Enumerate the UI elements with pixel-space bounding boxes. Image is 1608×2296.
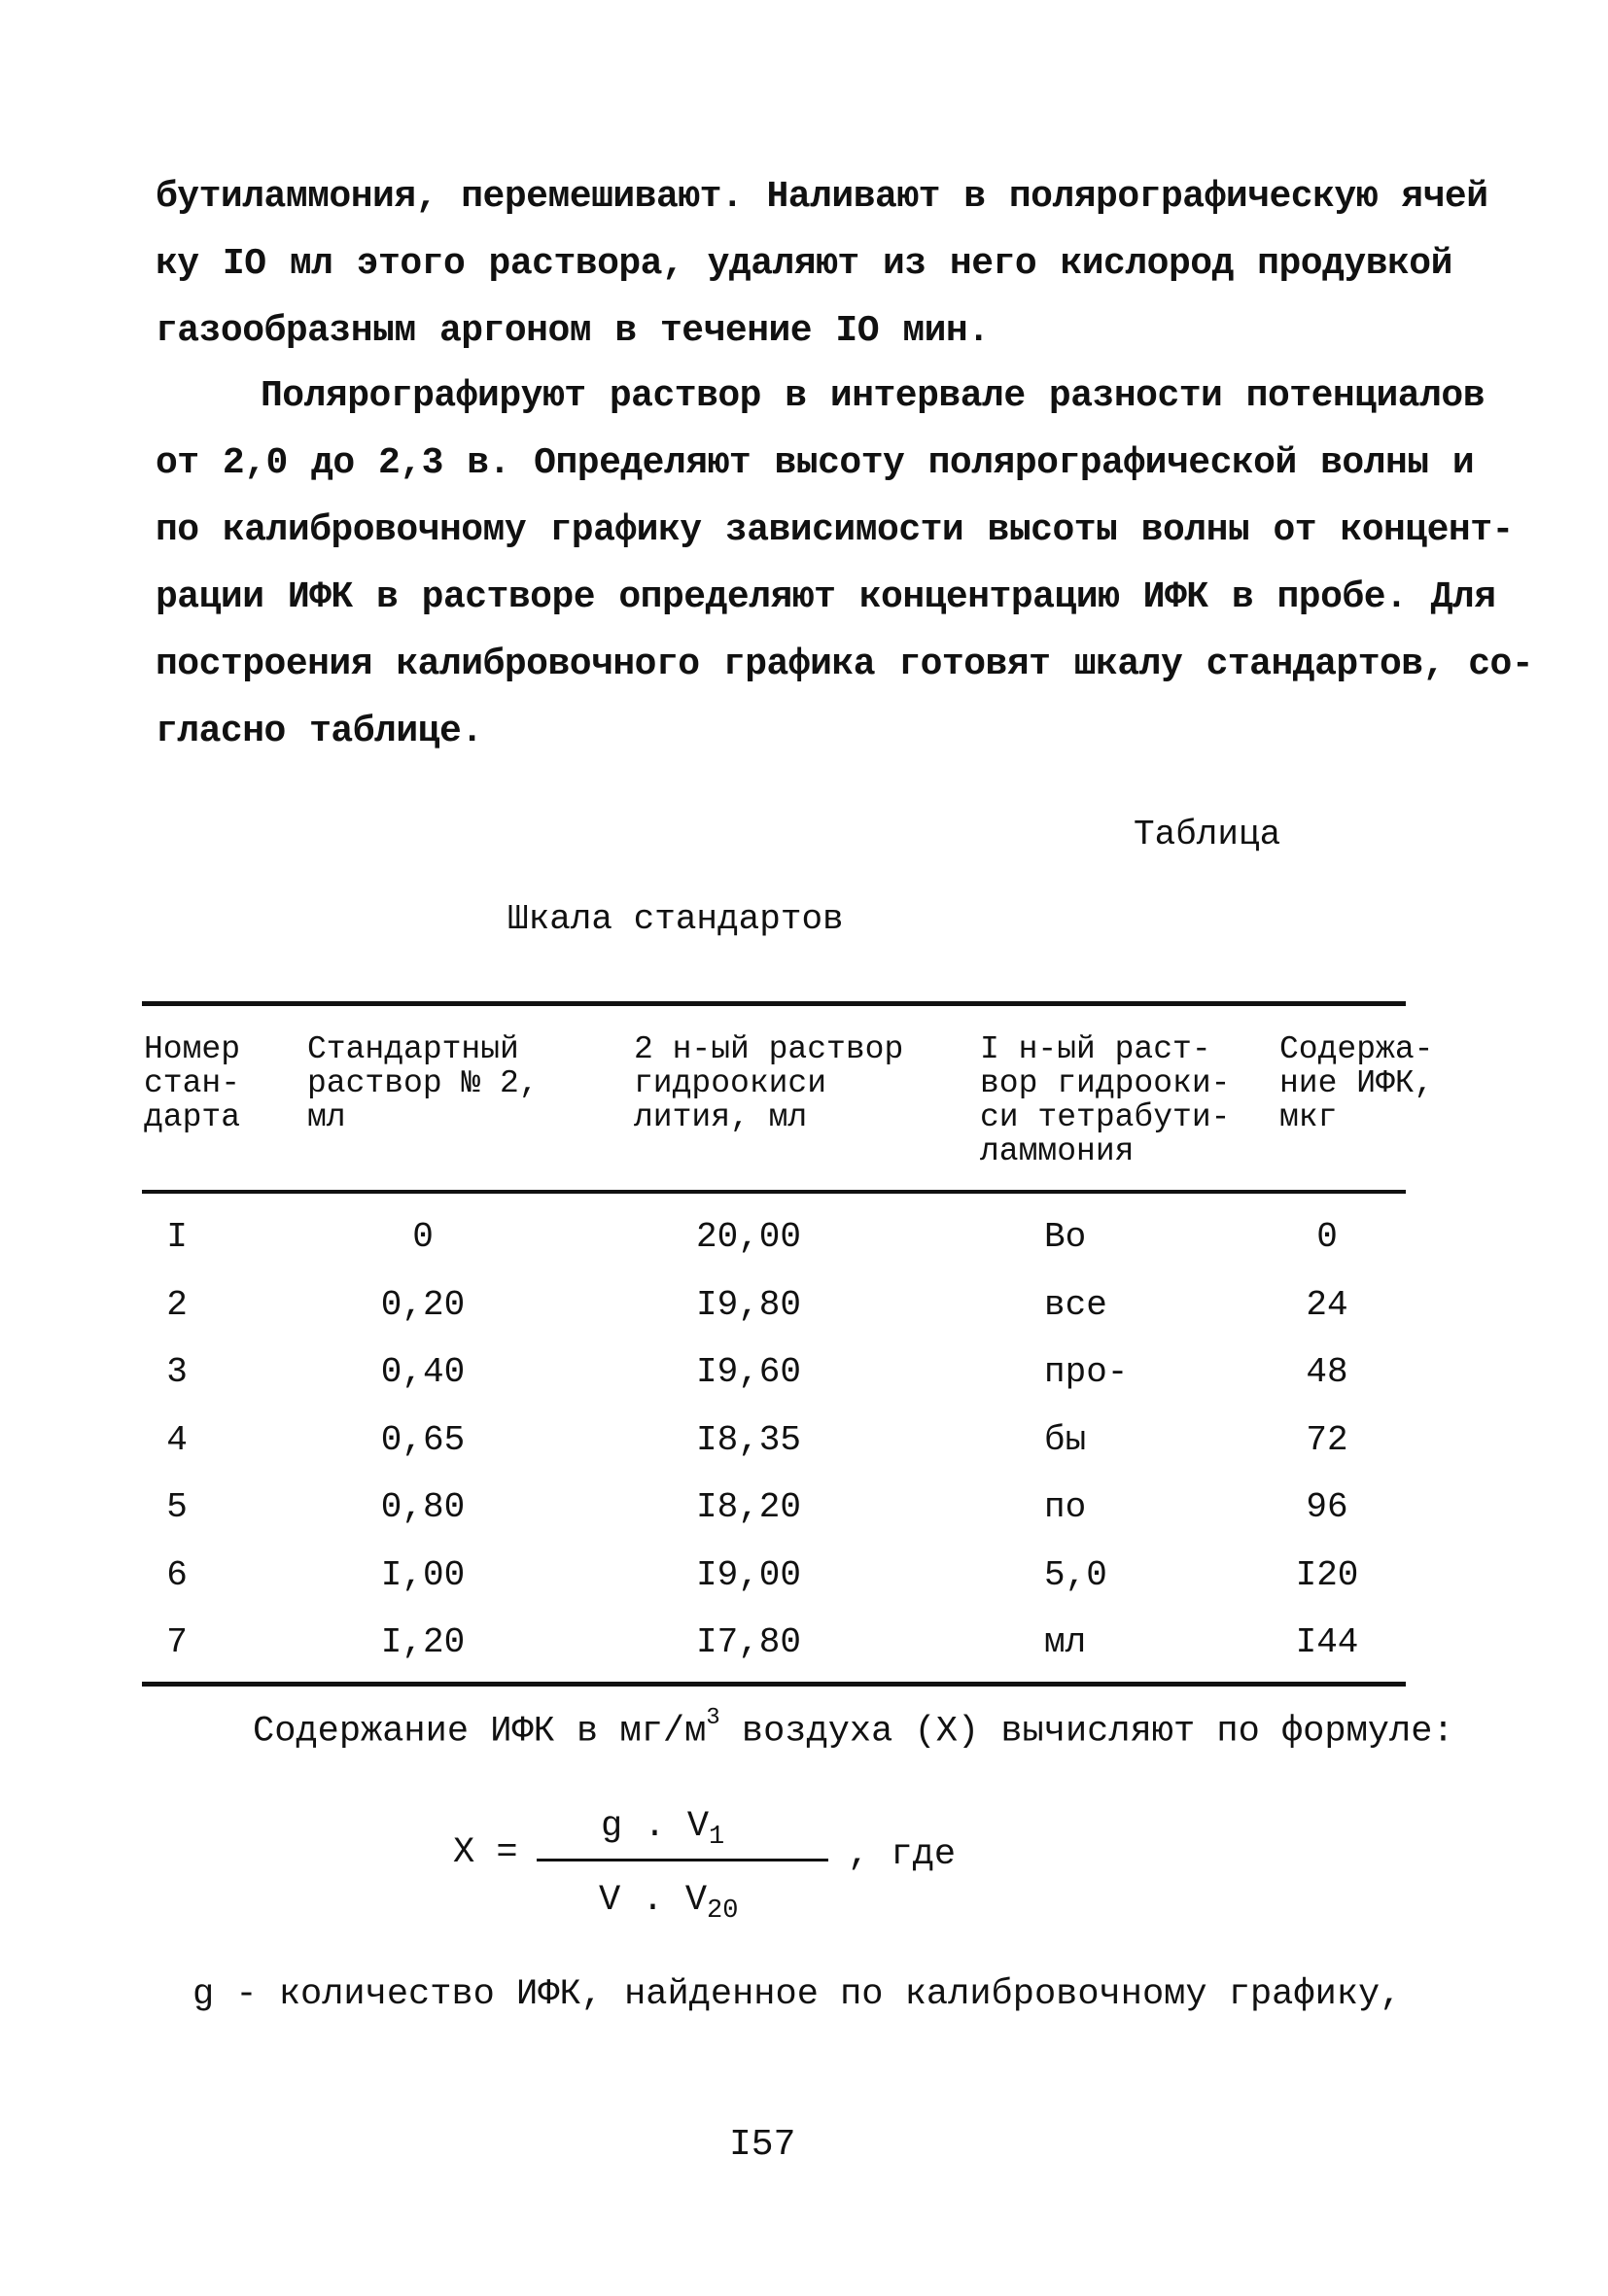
cell-standard-ml: 0,80 xyxy=(380,1487,466,1527)
cell-ifk: 48 xyxy=(1306,1352,1348,1392)
page-number: I57 xyxy=(729,2124,796,2166)
cell-ifk: I20 xyxy=(1295,1554,1359,1595)
cell-number: I xyxy=(166,1217,188,1257)
cell-tba: Во xyxy=(1044,1217,1087,1257)
text-line: бутиламмония, перемешивают. Наливают в полярографическую ячей xyxy=(156,176,1488,218)
text-line: рации ИФК в растворе определяют концентрацию ИФК в пробе. Для xyxy=(156,576,1496,618)
formula-lhs: X = xyxy=(453,1832,518,1873)
header-tetrabutylammonium-hydroxide: I н-ый раст- вор гидрооки- си тетрабути- ламмония xyxy=(980,1031,1231,1169)
cell-number: 2 xyxy=(166,1284,188,1325)
cell-tba: мл xyxy=(1044,1622,1087,1662)
cell-standard-ml: I,00 xyxy=(380,1554,466,1595)
formula-numerator-subscript: 1 xyxy=(709,1823,725,1852)
cell-ifk: I44 xyxy=(1295,1622,1359,1662)
cell-lioh-ml: I7,80 xyxy=(695,1622,802,1662)
header-standard-number: Номер стан- дарта xyxy=(144,1031,241,1135)
cell-standard-ml: 0,40 xyxy=(380,1352,466,1392)
paragraph-2 xyxy=(156,363,1534,765)
cell-number: 7 xyxy=(166,1622,188,1662)
table-row xyxy=(0,1277,1608,1345)
text-line: Полярографируют раствор в интервале разности потенциалов xyxy=(261,375,1486,417)
cell-ifk: 0 xyxy=(1316,1217,1338,1257)
table-row xyxy=(0,1479,1608,1548)
formula-intro-text-end: воздуха (X) вычисляют по формуле: xyxy=(719,1711,1454,1753)
cell-standard-ml: I,20 xyxy=(380,1622,466,1662)
cell-standard-ml: 0,65 xyxy=(380,1419,466,1460)
table-row xyxy=(0,1209,1608,1277)
table-label: Таблица xyxy=(1134,815,1281,854)
table-title: Шкала стандартов xyxy=(507,899,844,939)
paragraph-1 xyxy=(156,163,1488,365)
cell-lioh-ml: 20,00 xyxy=(695,1217,802,1257)
cell-number: 5 xyxy=(166,1487,188,1527)
formula-denominator-subscript: 20 xyxy=(707,1896,739,1926)
table-row xyxy=(0,1615,1608,1683)
formula-intro-superscript: 3 xyxy=(706,1705,720,1731)
text-line: ку IO мл этого раствора, удаляют из него кислород продувкой xyxy=(156,243,1452,285)
text-line: гласно таблице. xyxy=(156,711,483,752)
variable-definition: g - количество ИФК, найденное по калибровочному графику, xyxy=(192,1974,1402,2015)
cell-number: 4 xyxy=(166,1419,188,1460)
table-row xyxy=(0,1412,1608,1480)
cell-lioh-ml: I8,20 xyxy=(695,1487,802,1527)
header-standard-solution: Стандартный раствор № 2, мл xyxy=(307,1031,539,1135)
table-row xyxy=(0,1548,1608,1616)
formula-denominator xyxy=(599,1880,739,1926)
formula-intro xyxy=(253,1705,1454,1753)
formula-numerator xyxy=(601,1806,725,1852)
header-lithium-hydroxide: 2 н-ый раствор гидроокиси лития, мл xyxy=(634,1031,904,1135)
cell-tba: 5,0 xyxy=(1044,1554,1107,1595)
cell-number: 6 xyxy=(166,1554,188,1595)
cell-tba: все xyxy=(1044,1284,1107,1325)
formula-denominator-main: V . V xyxy=(599,1880,708,1921)
text-line: построения калибровочного графика готовят шкалу стандартов, со- xyxy=(156,644,1534,685)
cell-tba: про- xyxy=(1044,1352,1129,1392)
text-line: газообразным аргоном в течение IO мин. xyxy=(156,310,990,352)
header-ifk-content: Содержа- ние ИФК, мкг xyxy=(1279,1031,1434,1135)
cell-tba: по xyxy=(1044,1487,1087,1527)
cell-standard-ml: 0 xyxy=(412,1217,434,1257)
table-row xyxy=(0,1344,1608,1412)
cell-lioh-ml: I9,60 xyxy=(695,1352,802,1392)
cell-ifk: 72 xyxy=(1306,1419,1348,1460)
cell-number: 3 xyxy=(166,1352,188,1392)
text-line: по калибровочному графику зависимости высоты волны от концент- xyxy=(156,509,1514,551)
formula-where: , где xyxy=(848,1834,957,1875)
formula-fraction-bar xyxy=(537,1859,828,1861)
cell-lioh-ml: I9,00 xyxy=(695,1554,802,1595)
table-header-rule xyxy=(142,1190,1406,1194)
cell-tba: бы xyxy=(1044,1419,1087,1460)
table-top-rule xyxy=(142,1001,1406,1006)
formula-numerator-main: g . V xyxy=(601,1806,710,1847)
cell-lioh-ml: I9,80 xyxy=(695,1284,802,1325)
table-bottom-rule xyxy=(142,1682,1406,1687)
cell-lioh-ml: I8,35 xyxy=(695,1419,802,1460)
table-body xyxy=(0,1209,1608,1683)
formula-intro-text: Содержание ИФК в мг/м xyxy=(253,1711,707,1753)
cell-standard-ml: 0,20 xyxy=(380,1284,466,1325)
cell-ifk: 24 xyxy=(1306,1284,1348,1325)
text-line: от 2,0 до 2,3 в. Определяют высоту полярографической волны и xyxy=(156,442,1475,484)
cell-ifk: 96 xyxy=(1306,1487,1348,1527)
